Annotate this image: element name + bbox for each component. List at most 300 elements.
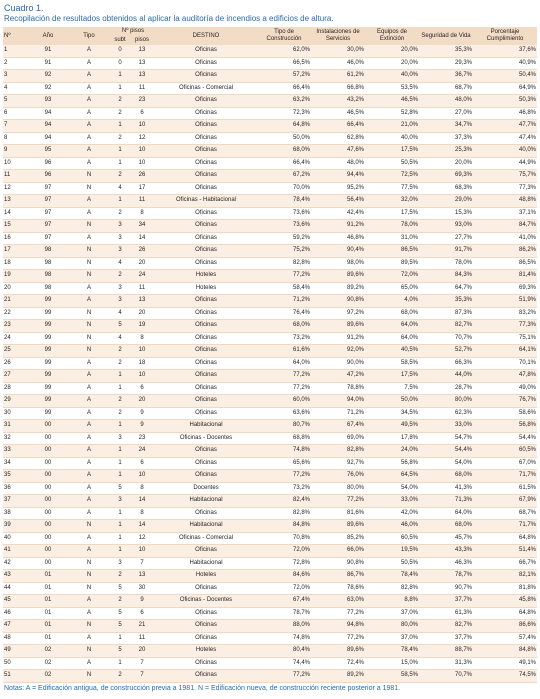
cell-pisos: 13: [129, 70, 155, 83]
table-row: [3, 195, 537, 208]
cell-year: 99: [29, 295, 67, 308]
cell-instalaciones: 63,0%: [311, 595, 365, 608]
cell-n: 1: [3, 45, 29, 57]
cell-year: 99: [29, 357, 67, 370]
cell-pisos: 12: [129, 532, 155, 545]
table-row: [3, 132, 537, 145]
cell-pisos: 13: [129, 45, 155, 57]
table-row: [3, 657, 537, 670]
cell-pisos: 9: [129, 595, 155, 608]
cell-type: A: [67, 632, 111, 645]
cell-seguridad: 68,3%: [419, 182, 473, 195]
cell-construccion: 66,4%: [257, 82, 311, 95]
cell-porcentaje: 75,7%: [473, 170, 537, 183]
cell-construccion: 60,0%: [257, 395, 311, 408]
cell-year: 00: [29, 482, 67, 495]
cell-destino: Oficinas: [155, 157, 257, 170]
cell-instalaciones: 46,8%: [311, 232, 365, 245]
cell-destino: Oficinas: [155, 470, 257, 483]
cell-equipos: 40,0%: [365, 70, 419, 83]
cell-type: A: [67, 545, 111, 558]
cell-n: 27: [3, 370, 29, 383]
cell-pisos: 10: [129, 370, 155, 383]
cell-construccion: 50,0%: [257, 132, 311, 145]
cell-year: 00: [29, 457, 67, 470]
cell-year: 97: [29, 195, 67, 208]
cell-subt: 4: [111, 307, 129, 320]
header-instalaciones: Instalaciones de Servicios: [311, 27, 365, 45]
cell-porcentaje: 67,0%: [473, 457, 537, 470]
cell-construccion: 59,2%: [257, 232, 311, 245]
cell-subt: 0: [111, 57, 129, 70]
cell-type: N: [67, 182, 111, 195]
cell-subt: 1: [111, 82, 129, 95]
cell-destino: Oficinas: [155, 545, 257, 558]
cell-porcentaje: 47,4%: [473, 132, 537, 145]
header-construccion: Tipo de Construcción: [257, 27, 311, 45]
cell-subt: 1: [111, 70, 129, 83]
cell-subt: 3: [111, 232, 129, 245]
cell-pisos: 19: [129, 320, 155, 333]
cell-seguridad: 62,3%: [419, 407, 473, 420]
cell-type: A: [67, 95, 111, 108]
cell-type: A: [67, 107, 111, 120]
cell-porcentaje: 70,1%: [473, 357, 537, 370]
cell-subt: 5: [111, 482, 129, 495]
cell-destino: Oficinas: [155, 45, 257, 57]
cell-construccion: 71,2%: [257, 295, 311, 308]
cell-subt: 4: [111, 257, 129, 270]
cell-seguridad: 41,3%: [419, 482, 473, 495]
cell-destino: Oficinas: [155, 107, 257, 120]
cell-pisos: 11: [129, 82, 155, 95]
cell-n: 45: [3, 595, 29, 608]
cell-equipos: 19,5%: [365, 545, 419, 558]
cell-construccion: 74,8%: [257, 632, 311, 645]
table-row: [3, 457, 537, 470]
cell-porcentaje: 45,8%: [473, 595, 537, 608]
cell-subt: 3: [111, 557, 129, 570]
cell-subt: 1: [111, 657, 129, 670]
caption-title: Cuadro 1.: [4, 3, 44, 13]
cell-equipos: 82,8%: [365, 582, 419, 595]
cell-equipos: 17,5%: [365, 370, 419, 383]
cell-porcentaje: 40,0%: [473, 145, 537, 158]
cell-seguridad: 33,0%: [419, 420, 473, 433]
table-row: [3, 270, 537, 283]
table-row: [3, 182, 537, 195]
table-row: [3, 545, 537, 558]
cell-seguridad: 36,7%: [419, 70, 473, 83]
table-row: [3, 332, 537, 345]
cell-equipos: 42,0%: [365, 507, 419, 520]
cell-year: 99: [29, 307, 67, 320]
cell-destino: Oficinas: [155, 182, 257, 195]
cell-subt: 2: [111, 95, 129, 108]
cell-pisos: 9: [129, 420, 155, 433]
table-row: [3, 557, 537, 570]
table-row: [3, 220, 537, 233]
cell-destino: Oficinas: [155, 307, 257, 320]
cell-n: 36: [3, 482, 29, 495]
header-pisos-count: pisos: [129, 36, 155, 45]
cell-subt: 2: [111, 107, 129, 120]
cell-n: 8: [3, 132, 29, 145]
table-body: [3, 45, 537, 682]
cell-subt: 1: [111, 545, 129, 558]
cell-destino: Oficinas: [155, 120, 257, 133]
cell-porcentaje: 40,9%: [473, 57, 537, 70]
table-row: [3, 420, 537, 433]
table-row: [3, 670, 537, 683]
cell-subt: 1: [111, 457, 129, 470]
cell-n: 37: [3, 495, 29, 508]
cell-n: 34: [3, 457, 29, 470]
cell-construccion: 77,2%: [257, 470, 311, 483]
cell-year: 00: [29, 532, 67, 545]
cell-seguridad: 27,0%: [419, 107, 473, 120]
cell-subt: 1: [111, 370, 129, 383]
cell-equipos: 72,5%: [365, 170, 419, 183]
cell-construccion: 78,4%: [257, 195, 311, 208]
cell-instalaciones: 66,0%: [311, 545, 365, 558]
cell-n: 43: [3, 570, 29, 583]
cell-instalaciones: 48,0%: [311, 157, 365, 170]
cell-subt: 1: [111, 507, 129, 520]
cell-equipos: 64,0%: [365, 332, 419, 345]
cell-seguridad: 46,3%: [419, 557, 473, 570]
cell-equipos: 72,0%: [365, 270, 419, 283]
table-row: [3, 70, 537, 83]
cell-pisos: 8: [129, 507, 155, 520]
cell-type: N: [67, 220, 111, 233]
cell-type: A: [67, 470, 111, 483]
cell-equipos: 56,8%: [365, 457, 419, 470]
cell-pisos: 11: [129, 195, 155, 208]
cell-construccion: 61,6%: [257, 345, 311, 358]
cell-n: 40: [3, 532, 29, 545]
cell-type: A: [67, 420, 111, 433]
cell-equipos: 53,5%: [365, 82, 419, 95]
cell-destino: Oficinas: [155, 582, 257, 595]
cell-seguridad: 27,7%: [419, 232, 473, 245]
cell-year: 97: [29, 182, 67, 195]
cell-equipos: 49,5%: [365, 420, 419, 433]
cell-destino: Hoteles: [155, 570, 257, 583]
header-seguridad: Seguridad de Vida: [419, 27, 473, 45]
cell-seguridad: 68,7%: [419, 82, 473, 95]
cell-n: 14: [3, 207, 29, 220]
header-n: Nº: [3, 27, 29, 45]
cell-construccion: 84,6%: [257, 570, 311, 583]
cell-porcentaje: 67,9%: [473, 495, 537, 508]
cell-pisos: 8: [129, 482, 155, 495]
table-row: [3, 407, 537, 420]
cell-pisos: 7: [129, 657, 155, 670]
cell-subt: 1: [111, 532, 129, 545]
table-row: [3, 382, 537, 395]
table-row: [3, 307, 537, 320]
table-row: [3, 495, 537, 508]
table-row: [3, 445, 537, 458]
cell-type: N: [67, 320, 111, 333]
cell-equipos: 37,0%: [365, 607, 419, 620]
cell-porcentaje: 77,3%: [473, 182, 537, 195]
cell-n: 12: [3, 182, 29, 195]
cell-destino: Oficinas: [155, 382, 257, 395]
cell-pisos: 23: [129, 432, 155, 445]
cell-porcentaje: 50,4%: [473, 70, 537, 83]
cell-type: A: [67, 370, 111, 383]
cell-seguridad: 80,0%: [419, 395, 473, 408]
cell-porcentaje: 41,0%: [473, 232, 537, 245]
cell-construccion: 70,8%: [257, 532, 311, 545]
cell-equipos: 58,5%: [365, 670, 419, 683]
cell-equipos: 20,0%: [365, 57, 419, 70]
cell-pisos: 6: [129, 382, 155, 395]
cell-instalaciones: 90,8%: [311, 295, 365, 308]
cell-year: 92: [29, 70, 67, 83]
cell-year: 95: [29, 145, 67, 158]
cell-subt: 2: [111, 270, 129, 283]
cell-type: A: [67, 657, 111, 670]
cell-pisos: 24: [129, 270, 155, 283]
cell-construccion: 80,7%: [257, 420, 311, 433]
cell-type: N: [67, 170, 111, 183]
cell-subt: 3: [111, 220, 129, 233]
table-row: [3, 207, 537, 220]
cell-type: A: [67, 607, 111, 620]
cell-seguridad: 25,3%: [419, 145, 473, 158]
cell-type: A: [67, 495, 111, 508]
cell-seguridad: 82,7%: [419, 320, 473, 333]
cell-seguridad: 90,7%: [419, 582, 473, 595]
cell-type: A: [67, 120, 111, 133]
cell-year: 99: [29, 320, 67, 333]
cell-equipos: 50,5%: [365, 557, 419, 570]
cell-porcentaje: 71,7%: [473, 470, 537, 483]
table-row: [3, 107, 537, 120]
cell-pisos: 10: [129, 545, 155, 558]
cell-instalaciones: 91,2%: [311, 220, 365, 233]
cell-n: 9: [3, 145, 29, 158]
cell-seguridad: 35,3%: [419, 295, 473, 308]
cell-type: N: [67, 270, 111, 283]
cell-year: 98: [29, 270, 67, 283]
header-pisos: Nº pisos: [111, 27, 155, 36]
cell-n: 19: [3, 270, 29, 283]
cell-construccion: 62,0%: [257, 45, 311, 57]
cell-n: 39: [3, 520, 29, 533]
table-row: [3, 45, 537, 57]
table-row: [3, 282, 537, 295]
table-note: Notas: A = Edificación antigua, de construcción previa a 1981. N = Edificación nueva, de construcción reciente posterior a 1981.: [4, 685, 401, 692]
cell-construccion: 82,8%: [257, 507, 311, 520]
cell-destino: Docentes: [155, 482, 257, 495]
cell-destino: Habitacional: [155, 420, 257, 433]
cell-equipos: 31,0%: [365, 232, 419, 245]
table-row: [3, 357, 537, 370]
cell-destino: Oficinas: [155, 357, 257, 370]
cell-year: 00: [29, 545, 67, 558]
cell-n: 21: [3, 295, 29, 308]
cell-instalaciones: 90,0%: [311, 357, 365, 370]
cell-year: 01: [29, 570, 67, 583]
cell-equipos: 4,0%: [365, 295, 419, 308]
cell-n: 11: [3, 170, 29, 183]
header-porcentaje: Porcentaje Cumplimiento: [473, 27, 537, 45]
cell-porcentaje: 82,1%: [473, 570, 537, 583]
cell-equipos: 20,0%: [365, 45, 419, 57]
cell-destino: Oficinas: [155, 395, 257, 408]
cell-pisos: 8: [129, 332, 155, 345]
cell-porcentaje: 81,8%: [473, 582, 537, 595]
cell-subt: 1: [111, 382, 129, 395]
cell-instalaciones: 47,6%: [311, 145, 365, 158]
cell-seguridad: 54,7%: [419, 432, 473, 445]
cell-equipos: 40,0%: [365, 132, 419, 145]
table-header: [3, 27, 537, 45]
cell-construccion: 64,0%: [257, 357, 311, 370]
cell-construccion: 72,0%: [257, 582, 311, 595]
cell-porcentaje: 86,2%: [473, 245, 537, 258]
cell-porcentaje: 58,6%: [473, 407, 537, 420]
cell-porcentaje: 64,9%: [473, 82, 537, 95]
cell-type: A: [67, 57, 111, 70]
cell-construccion: 57,2%: [257, 70, 311, 83]
cell-year: 02: [29, 670, 67, 683]
cell-equipos: 15,0%: [365, 657, 419, 670]
cell-seguridad: 69,3%: [419, 170, 473, 183]
cell-destino: Oficinas - Habitacional: [155, 195, 257, 208]
header-destino: DESTINO: [155, 27, 257, 45]
cell-type: A: [67, 507, 111, 520]
cell-year: 96: [29, 157, 67, 170]
cell-instalaciones: 82,8%: [311, 445, 365, 458]
cell-type: A: [67, 432, 111, 445]
cell-type: A: [67, 445, 111, 458]
cell-subt: 2: [111, 395, 129, 408]
cell-destino: Oficinas: [155, 207, 257, 220]
cell-year: 00: [29, 420, 67, 433]
cell-equipos: 7,5%: [365, 382, 419, 395]
cell-seguridad: 93,0%: [419, 220, 473, 233]
table-row: [3, 170, 537, 183]
cell-instalaciones: 90,8%: [311, 557, 365, 570]
cell-pisos: 20: [129, 307, 155, 320]
cell-year: 02: [29, 645, 67, 658]
cell-destino: Oficinas: [155, 670, 257, 683]
table-row: [3, 570, 537, 583]
cell-construccion: 68,0%: [257, 320, 311, 333]
cell-instalaciones: 97,2%: [311, 307, 365, 320]
cell-destino: Oficinas: [155, 170, 257, 183]
cell-destino: Oficinas: [155, 457, 257, 470]
cell-subt: 2: [111, 407, 129, 420]
cell-seguridad: 35,3%: [419, 45, 473, 57]
table-row: [3, 120, 537, 133]
cell-type: A: [67, 357, 111, 370]
cell-year: 99: [29, 407, 67, 420]
cell-subt: 3: [111, 245, 129, 258]
cell-porcentaje: 68,7%: [473, 507, 537, 520]
cell-destino: Oficinas: [155, 445, 257, 458]
cell-equipos: 77,5%: [365, 182, 419, 195]
cell-pisos: 11: [129, 632, 155, 645]
cell-type: N: [67, 345, 111, 358]
cell-seguridad: 48,0%: [419, 95, 473, 108]
cell-construccion: 84,8%: [257, 520, 311, 533]
cell-destino: Oficinas - Comercial: [155, 82, 257, 95]
cell-instalaciones: 86,7%: [311, 570, 365, 583]
cell-year: 00: [29, 495, 67, 508]
cell-destino: Oficinas: [155, 407, 257, 420]
cell-pisos: 34: [129, 220, 155, 233]
cell-porcentaje: 86,5%: [473, 257, 537, 270]
cell-n: 25: [3, 345, 29, 358]
table-row: [3, 145, 537, 158]
cell-instalaciones: 89,2%: [311, 670, 365, 683]
cell-n: 33: [3, 445, 29, 458]
cell-instalaciones: 30,0%: [311, 45, 365, 57]
cell-n: 16: [3, 232, 29, 245]
cell-subt: 2: [111, 357, 129, 370]
cell-year: 00: [29, 432, 67, 445]
cell-instalaciones: 61,2%: [311, 70, 365, 83]
caption-subtitle: Recopilación de resultados obtenidos al aplicar la auditoría de incendios a edificios de altura.: [4, 14, 334, 23]
cell-pisos: 24: [129, 445, 155, 458]
table-row: [3, 245, 537, 258]
cell-equipos: 65,0%: [365, 282, 419, 295]
cell-destino: Oficinas: [155, 370, 257, 383]
cell-construccion: 76,4%: [257, 307, 311, 320]
cell-year: 98: [29, 257, 67, 270]
cell-subt: 1: [111, 157, 129, 170]
cell-pisos: 13: [129, 570, 155, 583]
cell-equipos: 89,5%: [365, 257, 419, 270]
cell-subt: 4: [111, 182, 129, 195]
cell-porcentaje: 37,1%: [473, 207, 537, 220]
cell-seguridad: 61,3%: [419, 607, 473, 620]
cell-type: N: [67, 645, 111, 658]
table-row: [3, 620, 537, 633]
cell-destino: Hoteles: [155, 282, 257, 295]
table-row: [3, 232, 537, 245]
cell-year: 94: [29, 132, 67, 145]
cell-porcentaje: 50,3%: [473, 95, 537, 108]
cell-instalaciones: 76,0%: [311, 470, 365, 483]
table-row: [3, 370, 537, 383]
cell-destino: Oficinas: [155, 132, 257, 145]
cell-n: 44: [3, 582, 29, 595]
cell-seguridad: 78,7%: [419, 570, 473, 583]
cell-equipos: 78,4%: [365, 645, 419, 658]
cell-type: N: [67, 332, 111, 345]
cell-porcentaje: 49,1%: [473, 657, 537, 670]
cell-instalaciones: 77,2%: [311, 495, 365, 508]
cell-porcentaje: 64,8%: [473, 607, 537, 620]
cell-n: 51: [3, 670, 29, 683]
cell-n: 6: [3, 107, 29, 120]
cell-type: A: [67, 295, 111, 308]
cell-porcentaje: 71,7%: [473, 520, 537, 533]
cell-pisos: 18: [129, 357, 155, 370]
table-row: [3, 95, 537, 108]
cell-n: 10: [3, 157, 29, 170]
cell-year: 01: [29, 582, 67, 595]
cell-n: 42: [3, 557, 29, 570]
cell-subt: 2: [111, 207, 129, 220]
